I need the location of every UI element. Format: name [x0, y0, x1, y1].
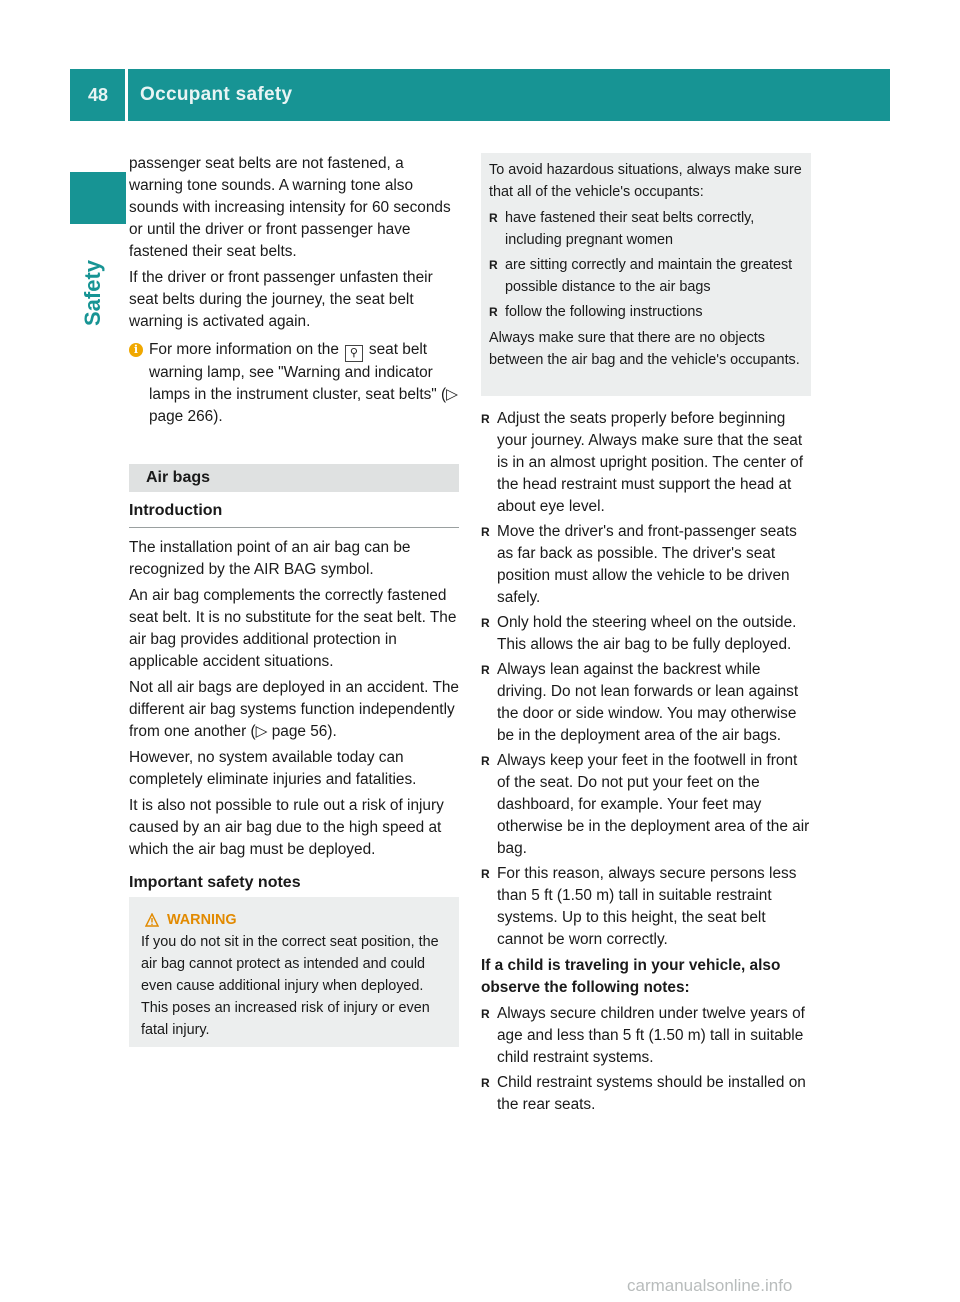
side-section-label: Safety — [80, 259, 105, 326]
list-item: R follow the following instructions — [489, 301, 803, 323]
side-tab-block — [70, 172, 126, 224]
seatbelt-warning-icon: ⚲ — [345, 345, 363, 362]
warning-box — [129, 897, 459, 1047]
info-icon: i — [129, 343, 149, 357]
list-item: R Only hold the steering wheel on the outside. This allows the air bag to be fully deployed. — [481, 612, 813, 656]
page-title: Occupant safety — [140, 84, 293, 105]
subheading-safety-notes: Important safety notes — [129, 874, 301, 891]
paragraph: Not all air bags are deployed in an accident. The different air bag systems function independently from one another (▷ page 56). — [129, 679, 459, 740]
page-number: 48 — [87, 84, 109, 105]
list-item: R Child restraint systems should be installed on the rear seats. — [481, 1072, 813, 1116]
warning-icon — [145, 913, 159, 927]
child-heading: If a child is traveling in your vehicle, also observe the following notes: — [481, 957, 781, 996]
note-box — [481, 153, 811, 396]
warning-heading — [145, 909, 447, 931]
left-column — [129, 153, 459, 428]
note-list — [489, 207, 803, 323]
instruction-list — [481, 408, 813, 951]
note-intro: To avoid hazardous situations, always make sure that all of the vehicle's occupants: — [489, 162, 802, 200]
list-item: R For this reason, always secure persons less than 5 ft (1.50 m) tall in suitable restraint systems. Up to this height, the seat belt cannot be worn correctly. — [481, 863, 813, 951]
right-column-body — [481, 408, 813, 1120]
list-item: R Always lean against the backrest while driving. Do not lean forwards or lean against the door or side window. You may otherwise be in the deployment area of the air bags. — [481, 659, 813, 747]
introduction-body — [129, 537, 461, 865]
divider — [129, 527, 459, 528]
warning-text: If you do not sit in the correct seat position, the air bag cannot protect as intended and could even cause additional injury when deployed. This poses an increased risk of injury or even fatal injury. — [141, 934, 439, 1038]
list-item: R Move the driver's and front-passenger seats as far back as possible. The driver's seat position must allow the vehicle to be driven safely. — [481, 521, 813, 609]
paragraph: If the driver or front passenger unfasten their seat belts during the journey, the seat belt warning is activated again. — [129, 269, 433, 330]
list-item: R Always secure children under twelve years of age and less than 5 ft (1.50 m) tall in suitable child restraint systems. — [481, 1003, 813, 1069]
paragraph: However, no system available today can completely eliminate injuries and fatalities. — [129, 749, 417, 788]
watermark: carmanualsonline.info — [627, 1276, 793, 1295]
section-title-bar: Air bags — [129, 464, 459, 492]
note-outro: Always make sure that there are no objects between the air bag and the vehicle's occupants. — [489, 330, 800, 368]
warning-label: WARNING — [167, 912, 237, 928]
subheading-introduction: Introduction — [129, 502, 223, 519]
info-text-pre: For more information on the — [149, 341, 339, 358]
list-item: R Adjust the seats properly before beginning your journey. Always make sure that the seat is in an almost upright position. The center of the head restraint must support the head at about eye level. — [481, 408, 813, 518]
info-note — [129, 339, 459, 428]
list-item: R Always keep your feet in the footwell in front of the seat. Do not put your feet on the dashboard, for example. Your feet may otherwise be in the deployment area of the air bag. — [481, 750, 813, 860]
list-item: R have fastened their seat belts correctly, including pregnant women — [489, 207, 803, 251]
paragraph: passenger seat belts are not fastened, a warning tone sounds. A warning tone also sounds with increasing intensity for 60 seconds or until the driver or front passenger have fastened their seat belts. — [129, 155, 451, 260]
list-item: R are sitting correctly and maintain the greatest possible distance to the air bags — [489, 254, 803, 298]
header-divider — [125, 69, 128, 121]
info-text-post: seat belt warning lamp, see "Warning and indicator lamps in the instrument cluster, seat belts" (▷ page 266). — [149, 341, 458, 425]
child-list — [481, 1003, 813, 1116]
paragraph: An air bag complements the correctly fastened seat belt. It is no substitute for the seat belt. The air bag provides additional protection in applicable accident situations. — [129, 587, 457, 670]
paragraph: It is also not possible to rule out a risk of injury caused by an air bag due to the high speed at which the air bag must be deployed. — [129, 797, 444, 858]
paragraph: The installation point of an air bag can be recognized by the AIR BAG symbol. — [129, 539, 411, 578]
